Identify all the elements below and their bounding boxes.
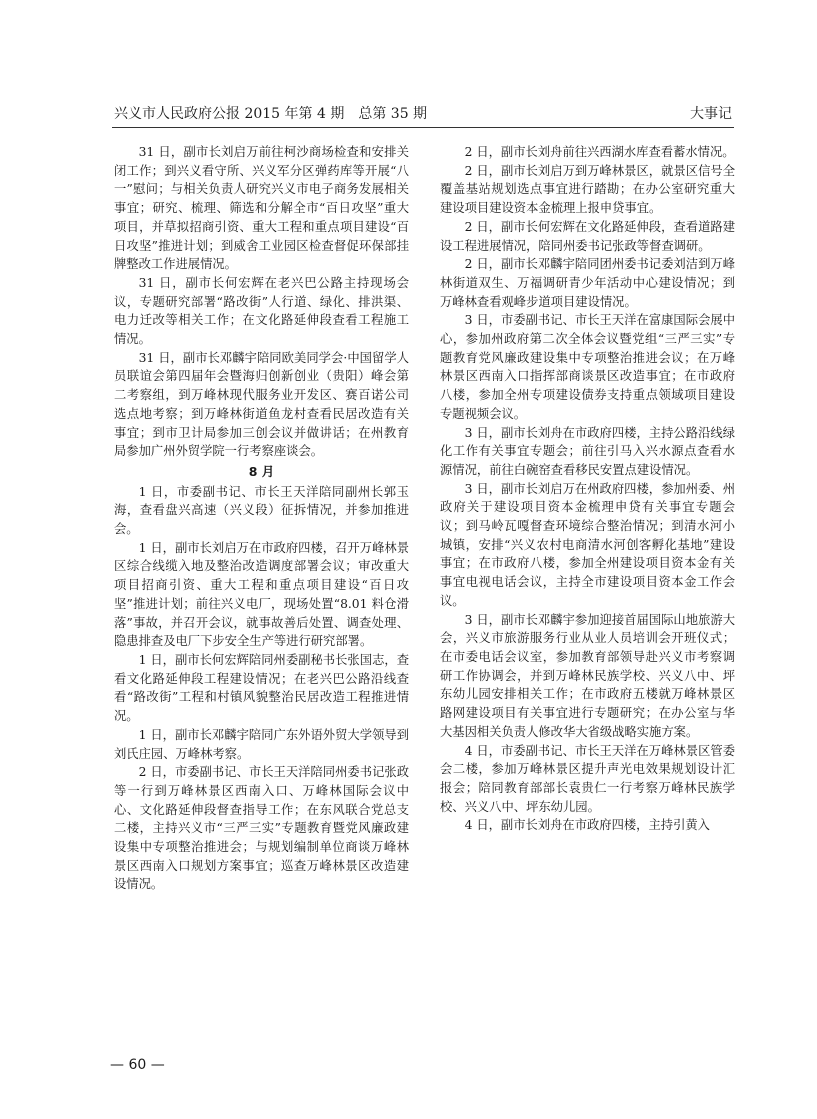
paragraph: 2 日，市委副书记、市长王天洋陪同州委书记张政等一行到万峰林景区西南入口、万峰林国际会议中心、文化路延伸段督查指导工作；在东风联合党总支二楼，主持兴义市“三严三实”专题教育暨党风廉政建设集中专项整治推进会；与规划编制单位商谈万峰林景区西南入口规划方案事宜；巡查万峰林景区改造建设情况。 [114, 765, 409, 892]
paragraph: 3 日，市委副书记、市长王天洋在富康国际会展中心，参加州政府第二次全体会议暨党组“三严三实”专题教育党风廉政建设集中专项整治推进会议；在万峰林景区西南入口指挥部商谈景区改造事宜；在市政府八楼，参加全州专项建设债券支持重点领域项目建设专题视频会议。 [440, 313, 735, 421]
paragraph: 2 日，副市长何宏辉在文化路延伸段，查看道路建设工程进展情况，陪同州委书记张政等督查调研。 [440, 219, 735, 253]
paragraph: 1 日，副市长邓麟宇陪同广东外语外贸大学领导到刘氏庄园、万峰林考察。 [114, 727, 409, 761]
paragraph: 3 日，副市长刘启万在州政府四楼，参加州委、州政府关于建设项目资本金梳理申贷有关事宜专题会议；到马岭瓦嘎督查环境综合整治情况；到清水河小城镇，安排“兴义农村电商清水河创客孵化基地”建设事宜；在市政府八楼，参加全州建设项目资本金有关事宜电视电话会议，主持全市建设项目资本金工作会议。 [440, 481, 735, 608]
paragraph: 2 日，副市长邓麟宇陪同团州委书记委刘洁到万峰林街道双生、万福调研青少年活动中心建设情况；到万峰林查看观峰步道项目建设情况。 [440, 257, 735, 309]
header-divider [112, 127, 734, 128]
paragraph: 2 日，副市长刘启万到万峰林景区，就景区信号全覆盖基站规划选点事宜进行踏勘；在办公室研究重大建设项目建设资本金梳理上报申贷事宜。 [440, 163, 735, 216]
paragraph: 31 日，副市长邓麟宇陪同欧美同学会·中国留学人员联谊会第四届年会暨海归创新创业（贵阳）峰会第二考察组，到万峰林现代服务业开发区、赛百诺公司选点地考察；到万峰林街道鱼龙村查看民居改造有关事宜；到市卫计局参加三创会议并做讲话；在州教育局参加广州外贸学院一行考察座谈会。 [114, 350, 409, 459]
paragraph: 1 日，副市长何宏辉陪同州委副秘书长张国志，查看文化路延伸段工程建设情况；在老兴巴公路沿线查看“路改街”工程和村镇风貌整治民居改造工程推进情况。 [114, 652, 409, 724]
paragraph: 31 日，副市长何宏辉在老兴巴公路主持现场会议，专题研究部署“路改街”人行道、绿化、排洪渠、电力迁改等相关工作；在文化路延伸段查看工程施工情况。 [114, 275, 409, 347]
paragraph: 3 日，副市长邓麟宇参加迎接首届国际山地旅游大会，兴义市旅游服务行业从业人员培训会开班仪式；在市委电话会议室，参加教育部领导赴兴义市考察调研工作协调会，并到万峰林民族学校、兴义八中、坪东幼儿园安排相关工作；在市政府五楼就万峰林景区路网建设项目有关事宜进行专题研究；在办公室与华大基因相关负责人修改华大省级战略实施方案。 [440, 612, 735, 739]
paragraph: 1 日，副市长刘启万在市政府四楼，召开万峰林景区综合线缆入地及整治改造调度部署会议；审改重大项目招商引资、重大工程和重点项目建设“百日攻坚”推进计划；前往兴义电厂，现场处置“8.01 料仓滑落”事故，并召开会议，就事故善后处置、调查处理、隐患排查及电厂下步安全生产等进行研究部署。 [114, 540, 409, 649]
month-heading: 8 月 [248, 463, 275, 479]
page-header [114, 103, 732, 125]
page-number: — 60 — [110, 1057, 165, 1073]
section-title: 大事记 [690, 106, 732, 122]
publication-title: 兴义市人民政府公报 2015 年第 4 期 总第 35 期 [114, 106, 428, 122]
paragraph: 2 日，副市长刘舟前往兴西湖水库查看蓄水情况。 [464, 145, 735, 159]
paragraph: 4 日，副市长刘舟在市政府四楼，主持引黄入 [464, 818, 710, 833]
right-column [440, 143, 735, 835]
paragraph: 4 日，市委副书记、市长王天洋在万峰林景区管委会二楼，参加万峰林景区提升声光电效果规划设计汇报会；陪同教育部部长袁贵仁一行考察万峰林民族学校、兴义八中、坪东幼儿园。 [440, 743, 735, 814]
left-column [114, 143, 409, 894]
paragraph: 3 日，副市长刘舟在市政府四楼，主持公路沿线绿化工作有关事宜专题会；前往引马入兴水源点查看水源情况，前往白碗窑查看移民安置点建设情况。 [440, 425, 735, 477]
paragraph: 1 日，市委副书记、市长王天洋陪同副州长郭玉海，查看盘兴高速（兴义段）征拆情况，并参加推进会。 [114, 484, 409, 537]
paragraph: 31 日，副市长刘启万前往柯沙商场检查和安排关闭工作；到兴义看守所、兴义军分区弹药库等开展“八一”慰问；与相关负责人研究兴义市电子商务发展相关事宜；研究、梳理、筛选和分解全市“百日攻坚”重大项目，并草拟招商引资、重大工程和重点项目建设“百日攻坚”推进计划；到威舍工业园区检查督促环保部挂牌整改工作进展情况。 [114, 145, 409, 272]
